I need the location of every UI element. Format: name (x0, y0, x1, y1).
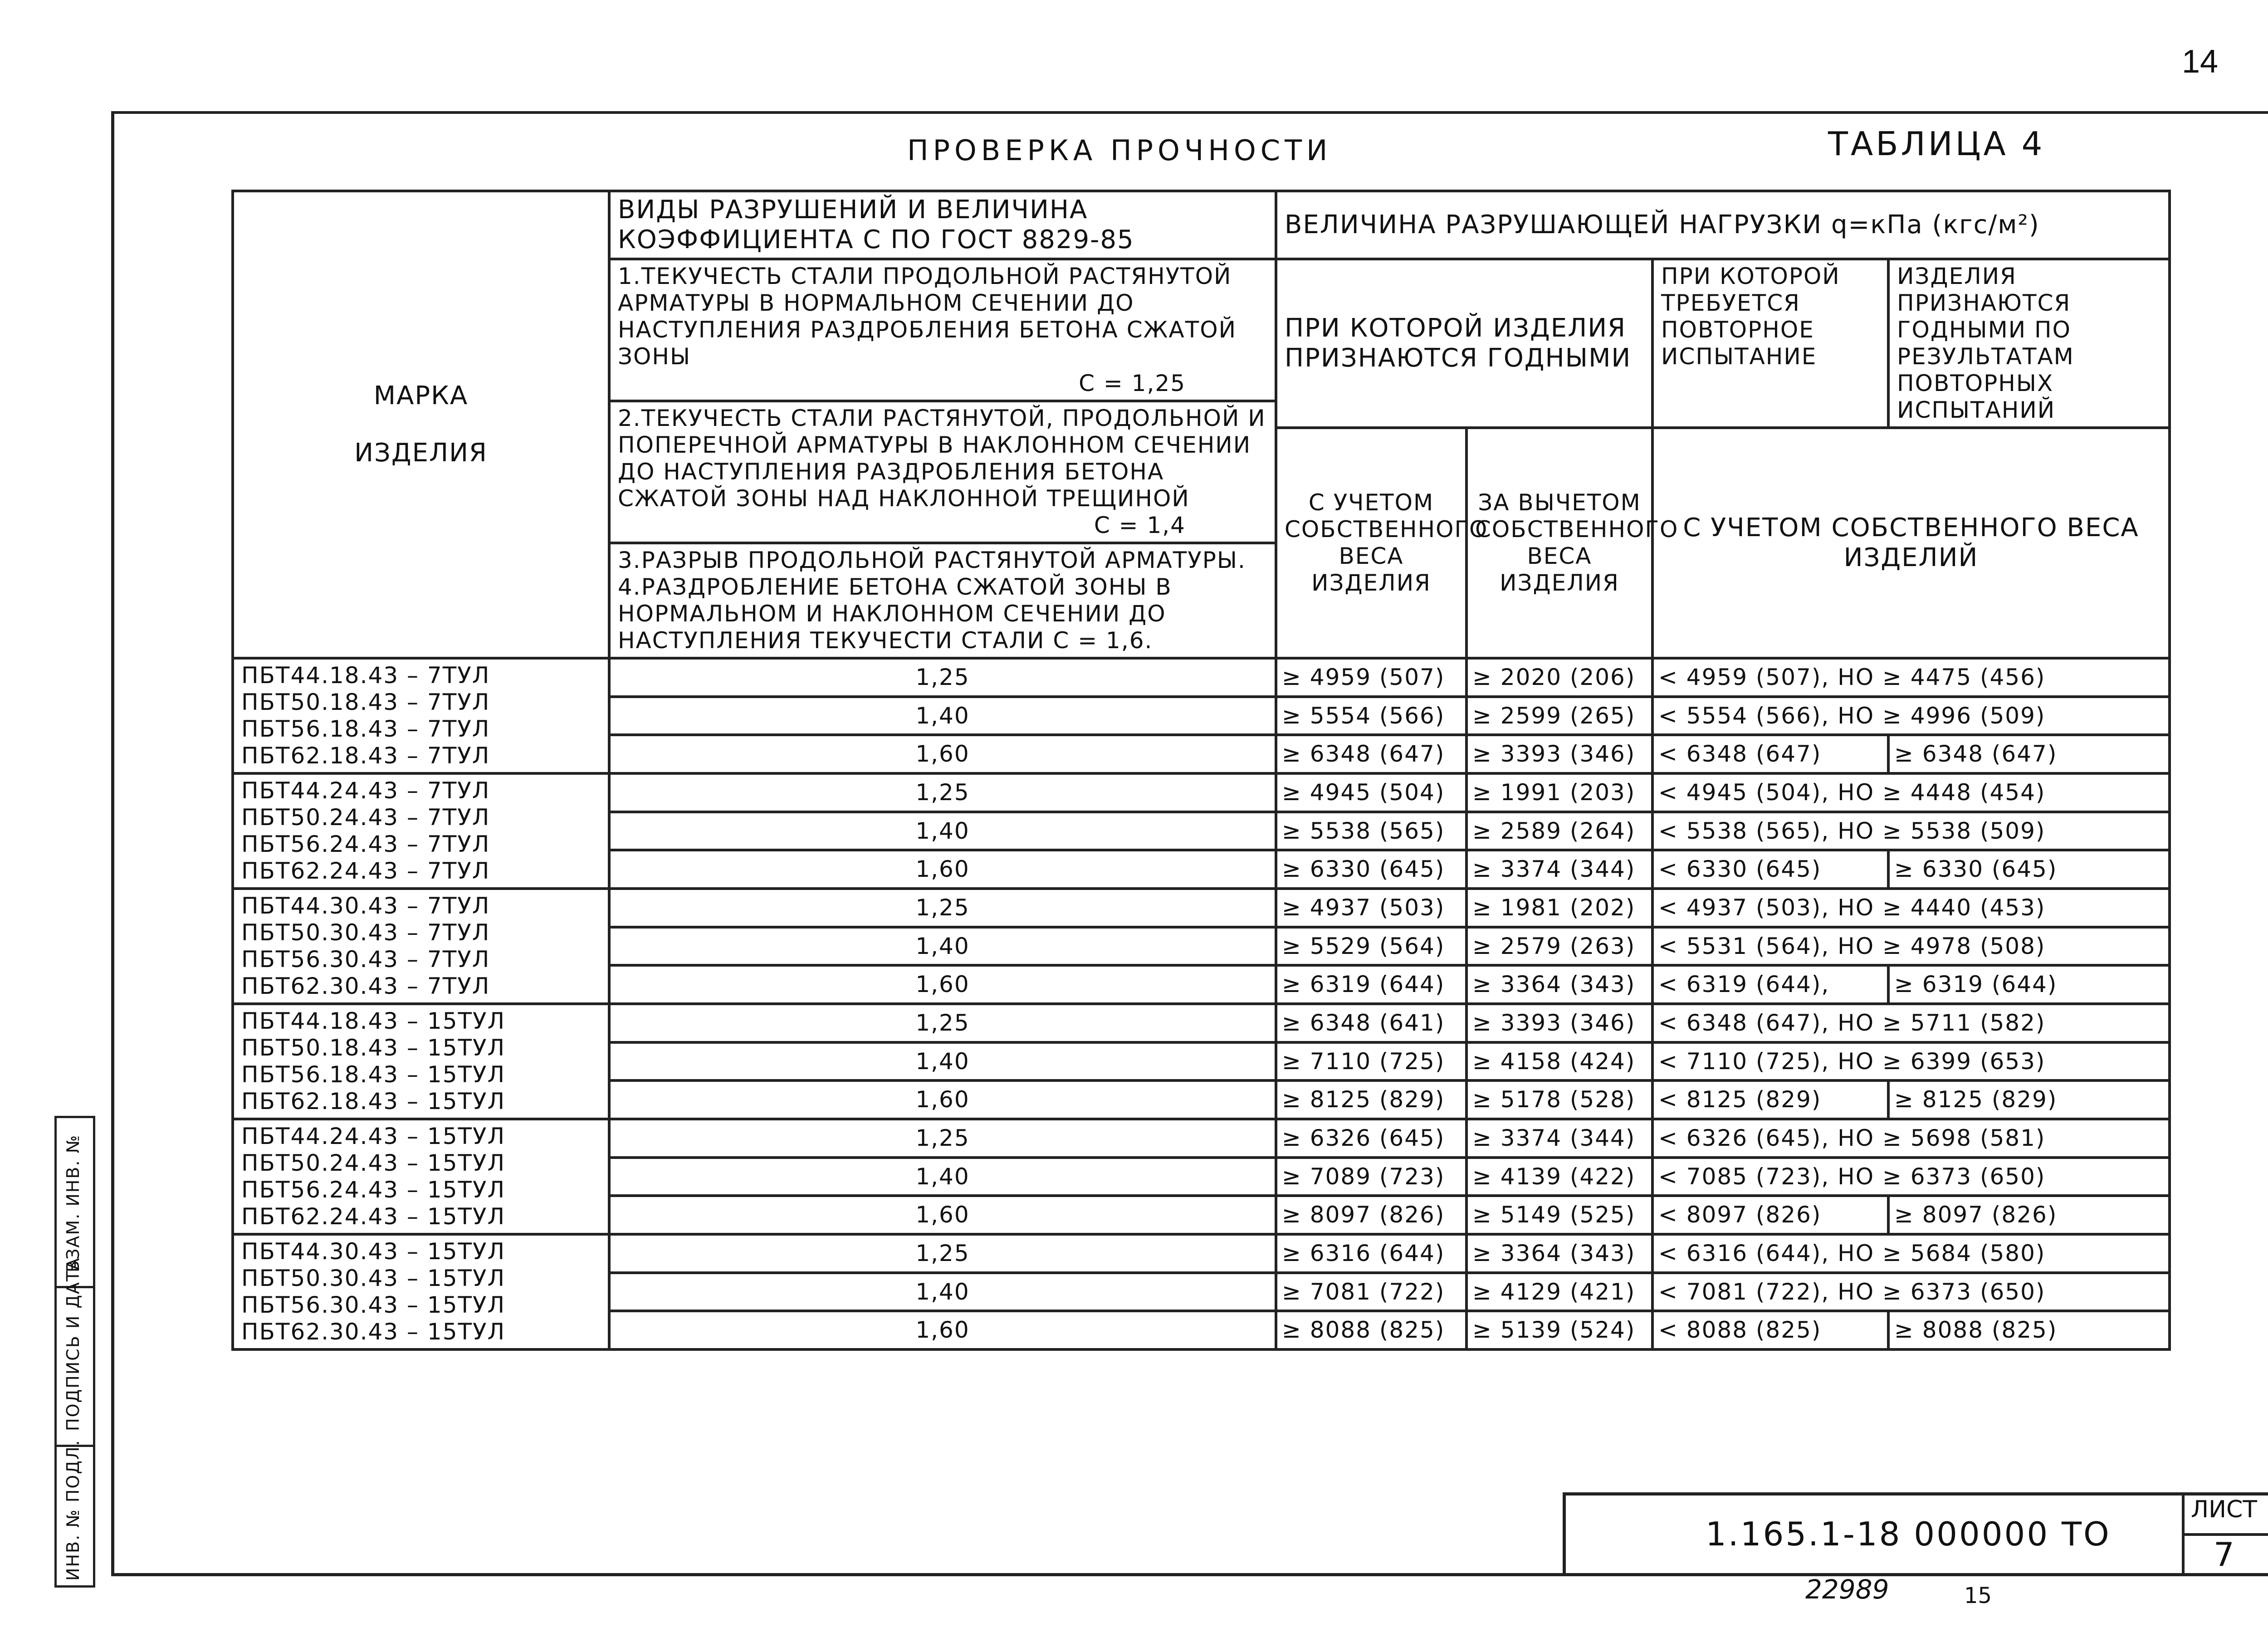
marka-cell (233, 1119, 609, 1234)
load-without-weight: ≥ 2579 (263) (1466, 927, 1652, 966)
marka-item: ПБТ56.30.43 – 15ТУЛ (241, 1292, 506, 1319)
retest-load: < 8097 (826) (1652, 1196, 1888, 1234)
coefficient-c: 1,60 (609, 850, 1276, 889)
footer-page-number: 15 (1964, 1583, 1992, 1608)
document-code: 1.165.1-18 000000 ТО (1706, 1515, 2111, 1553)
load-with-weight: ≥ 8097 (826) (1276, 1196, 1466, 1234)
marka-cell (233, 1234, 609, 1349)
load-with-weight: ≥ 6348 (647) (1276, 735, 1466, 773)
coefficient-c: 1,60 (609, 735, 1276, 773)
marka-cell (233, 889, 609, 1004)
load-without-weight: ≥ 5149 (525) (1466, 1196, 1652, 1234)
coefficient-c: 1,40 (609, 1273, 1276, 1311)
s-uchetom-label: С УЧЕТОМ СОБСТВЕННОГО ВЕСА ИЗДЕЛИЯ (1285, 489, 1488, 596)
marka-item: ПБТ44.30.43 – 15ТУЛ (241, 1238, 506, 1265)
marka-item: ПБТ62.18.43 – 7ТУЛ (241, 743, 490, 769)
s-uchetom-izdeliy-label: С УЧЕТОМ СОБСТВЕННОГО ВЕСА ИЗДЕЛИЙ (1683, 513, 2139, 573)
marka-item: ПБТ56.24.43 – 15ТУЛ (241, 1177, 506, 1203)
table-row (233, 1004, 2170, 1042)
header-povtor (1652, 259, 1888, 428)
coefficient-c: 1,40 (609, 812, 1276, 850)
marka-item: ПБТ44.30.43 – 7ТУЛ (241, 893, 490, 919)
header-godnye (1276, 259, 1652, 428)
marka-item: ПБТ50.18.43 – 15ТУЛ (241, 1035, 506, 1061)
load-with-weight: ≥ 4937 (503) (1276, 889, 1466, 927)
load-with-weight: ≥ 6316 (644) (1276, 1234, 1466, 1273)
marka-item: ПБТ56.18.43 – 15ТУЛ (241, 1061, 506, 1088)
coefficient-c: 1,25 (609, 1234, 1276, 1273)
load-with-weight: ≥ 5529 (564) (1276, 927, 1466, 966)
table-row (233, 1234, 2170, 1273)
document-title: ПРОВЕРКА ПРОЧНОСТИ (907, 134, 1332, 167)
retest-load: < 7110 (725), НО ≥ 6399 (653) (1652, 1042, 2170, 1081)
load-with-weight: ≥ 5554 (566) (1276, 697, 1466, 735)
priznayutsya-label: ИЗДЕЛИЯ ПРИЗНАЮТСЯ ГОДНЫМИ ПО РЕЗУЛЬТАТАМ ПОВТОРНЫХ ИСПЫТАНИЙ (1897, 263, 2074, 424)
archive-number: 22989 (1805, 1574, 1889, 1605)
retest-load: < 4945 (504), НО ≥ 4448 (454) (1652, 773, 2170, 812)
accepted-after-retest: ≥ 6319 (644) (1888, 965, 2170, 1004)
marka-item: ПБТ44.24.43 – 7ТУЛ (241, 777, 490, 804)
coefficient-c: 1,60 (609, 1196, 1276, 1234)
load-without-weight: ≥ 2589 (264) (1466, 812, 1652, 850)
retest-load: < 8088 (825) (1652, 1311, 1888, 1349)
criteria-1 (609, 259, 1276, 401)
za-vychetom-label: ЗА ВЫЧЕТОМ СОБСТВЕННОГО ВЕСА ИЗДЕЛИЯ (1475, 489, 1679, 596)
load-with-weight: ≥ 6319 (644) (1276, 965, 1466, 1004)
coefficient-c: 1,40 (609, 1042, 1276, 1081)
coefficient-c: 1,25 (609, 889, 1276, 927)
header-row-1 (233, 191, 2170, 259)
coefficient-c: 1,60 (609, 1080, 1276, 1119)
coefficient-c: 1,25 (609, 773, 1276, 812)
criteria-1-text: 1.ТЕКУЧЕСТЬ СТАЛИ ПРОДОЛЬНОЙ РАСТЯНУТОЙ АРМАТУРЫ В НОРМАЛЬНОМ СЕЧЕНИИ ДО НАСТУПЛЕНИЯ РАЗДРОБЛЕНИЯ БЕТОНА СЖАТОЙ ЗОНЫ (618, 263, 1237, 370)
table-row (233, 1119, 2170, 1158)
load-without-weight: ≥ 4129 (421) (1466, 1273, 1652, 1311)
accepted-after-retest: ≥ 8125 (829) (1888, 1080, 2170, 1119)
retest-load: < 6348 (647), НО ≥ 5711 (582) (1652, 1004, 2170, 1042)
load-without-weight: ≥ 4158 (424) (1466, 1042, 1652, 1081)
criteria-34 (609, 543, 1276, 658)
sheet-label: ЛИСТ (2191, 1496, 2258, 1523)
table-row (233, 889, 2170, 927)
marka-item: ПБТ50.30.43 – 7ТУЛ (241, 919, 490, 946)
marka-cell (233, 658, 609, 773)
coefficient-c: 1,25 (609, 1119, 1276, 1158)
load-with-weight: ≥ 7089 (723) (1276, 1158, 1466, 1196)
marka-item: ПБТ44.18.43 – 7ТУЛ (241, 662, 490, 689)
load-without-weight: ≥ 5139 (524) (1466, 1311, 1652, 1349)
accepted-after-retest: ≥ 6330 (645) (1888, 850, 2170, 889)
load-with-weight: ≥ 5538 (565) (1276, 812, 1466, 850)
coefficient-c: 1,60 (609, 1311, 1276, 1349)
load-with-weight: ≥ 8125 (829) (1276, 1080, 1466, 1119)
coefficient-c: 1,60 (609, 965, 1276, 1004)
retest-load: < 6330 (645) (1652, 850, 1888, 889)
criteria-2-c: С = 1,4 (1094, 512, 1186, 539)
coefficient-c: 1,25 (609, 658, 1276, 697)
load-without-weight: ≥ 2599 (265) (1466, 697, 1652, 735)
marka-item: ПБТ50.24.43 – 15ТУЛ (241, 1150, 506, 1177)
load-with-weight: ≥ 4945 (504) (1276, 773, 1466, 812)
accepted-after-retest: ≥ 8088 (825) (1888, 1311, 2170, 1349)
retest-load: < 5531 (564), НО ≥ 4978 (508) (1652, 927, 2170, 966)
load-without-weight: ≥ 3393 (346) (1466, 735, 1652, 773)
load-with-weight: ≥ 6348 (641) (1276, 1004, 1466, 1042)
retest-load: < 7081 (722), НО ≥ 6373 (650) (1652, 1273, 2170, 1311)
load-without-weight: ≥ 3393 (346) (1466, 1004, 1652, 1042)
table-label: ТАБЛИЦА 4 (1828, 125, 2045, 163)
table-row (233, 658, 2170, 697)
header-s-uchetom-izdeliy (1652, 428, 2170, 658)
velichina-label: ВЕЛИЧИНА РАЗРУШАЮЩЕЙ НАГРУЗКИ q=кПа (кгс/м²) (1285, 210, 2040, 240)
inv-podl-label: ИНВ. № ПОДЛ. (63, 1439, 83, 1581)
retest-load: < 4937 (503), НО ≥ 4440 (453) (1652, 889, 2170, 927)
accepted-after-retest: ≥ 6348 (647) (1888, 735, 2170, 773)
marka-item: ПБТ62.18.43 – 15ТУЛ (241, 1088, 506, 1115)
header-velichina (1276, 191, 2170, 259)
vidy-label: ВИДЫ РАЗРУШЕНИЙ И ВЕЛИЧИНА КОЭФФИЦИЕНТА С ПО ГОСТ 8829-85 (618, 195, 1134, 255)
vzam-label: ВЗАМ. ИНВ. № (63, 1134, 83, 1272)
marka-item: ПБТ56.30.43 – 7ТУЛ (241, 946, 490, 973)
criteria-2 (609, 401, 1276, 543)
load-without-weight: ≥ 2020 (206) (1466, 658, 1652, 697)
header-marka (233, 191, 609, 658)
marka-cell (233, 1004, 609, 1119)
retest-load: < 6316 (644), НО ≥ 5684 (580) (1652, 1234, 2170, 1273)
retest-load: < 5538 (565), НО ≥ 5538 (509) (1652, 812, 2170, 850)
header-vidy (609, 191, 1276, 259)
marka-item: ПБТ56.18.43 – 7ТУЛ (241, 716, 490, 743)
table-body (233, 191, 2170, 1349)
load-without-weight: ≥ 3374 (344) (1466, 1119, 1652, 1158)
load-with-weight: ≥ 7110 (725) (1276, 1042, 1466, 1081)
coefficient-c: 1,40 (609, 1158, 1276, 1196)
marka-label-2: ИЗДЕЛИЯ (354, 438, 488, 468)
coefficient-c: 1,40 (609, 927, 1276, 966)
load-with-weight: ≥ 6330 (645) (1276, 850, 1466, 889)
load-with-weight: ≥ 7081 (722) (1276, 1273, 1466, 1311)
marka-cell (233, 773, 609, 889)
marka-item: ПБТ62.24.43 – 15ТУЛ (241, 1203, 506, 1230)
coefficient-c: 1,40 (609, 697, 1276, 735)
load-without-weight: ≥ 1981 (202) (1466, 889, 1652, 927)
load-without-weight: ≥ 3364 (343) (1466, 1234, 1652, 1273)
load-without-weight: ≥ 5178 (528) (1466, 1080, 1652, 1119)
marka-item: ПБТ44.18.43 – 15ТУЛ (241, 1008, 506, 1035)
marka-item: ПБТ50.24.43 – 7ТУЛ (241, 804, 490, 831)
criteria-34-text: 3.РАЗРЫВ ПРОДОЛЬНОЙ РАСТЯНУТОЙ АРМАТУРЫ. 4.РАЗДРОБЛЕНИЕ БЕТОНА СЖАТОЙ ЗОНЫ В НОРМАЛЬНОМ И НАКЛОННОМ СЕЧЕНИИ ДО НАСТУПЛЕНИЯ ТЕКУЧЕСТИ СТАЛИ С = 1,6. (618, 547, 1246, 654)
podpis-label: ПОДПИСЬ И ДАТА (63, 1257, 83, 1431)
marka-item: ПБТ62.24.43 – 7ТУЛ (241, 858, 490, 885)
marka-item: ПБТ50.30.43 – 15ТУЛ (241, 1265, 506, 1292)
strength-table (231, 190, 2171, 1351)
criteria-1-c: С = 1,25 (1079, 370, 1186, 397)
retest-load: < 5554 (566), НО ≥ 4996 (509) (1652, 697, 2170, 735)
marka-item: ПБТ62.30.43 – 15ТУЛ (241, 1319, 506, 1345)
load-with-weight: ≥ 8088 (825) (1276, 1311, 1466, 1349)
page-number: 14 (2182, 44, 2219, 80)
marka-item: ПБТ62.30.43 – 7ТУЛ (241, 973, 490, 1000)
load-without-weight: ≥ 3364 (343) (1466, 965, 1652, 1004)
marka-item: ПБТ56.24.43 – 7ТУЛ (241, 831, 490, 858)
criteria-2-text: 2.ТЕКУЧЕСТЬ СТАЛИ РАСТЯНУТОЙ, ПРОДОЛЬНОЙ И ПОПЕРЕЧНОЙ АРМАТУРЫ В НАКЛОННОМ СЕЧЕНИИ ДО НАСТУПЛЕНИЯ РАЗДРОБЛЕНИЯ БЕТОНА СЖАТОЙ ЗОНЫ НАД НАКЛОННОЙ ТРЕЩИНОЙ (618, 405, 1266, 512)
povtor-label: ПРИ КОТОРОЙ ТРЕБУЕТСЯ ПОВТОРНОЕ ИСПЫТАНИЕ (1661, 263, 1840, 370)
retest-load: < 6326 (645), НО ≥ 5698 (581) (1652, 1119, 2170, 1158)
retest-load: < 6348 (647) (1652, 735, 1888, 773)
header-za-vychetom (1466, 428, 1679, 658)
retest-load: < 6319 (644), (1652, 965, 1888, 1004)
header-s-uchetom (1276, 428, 1488, 658)
load-without-weight: ≥ 1991 (203) (1466, 773, 1652, 812)
coefficient-c: 1,25 (609, 1004, 1276, 1042)
load-with-weight: ≥ 6326 (645) (1276, 1119, 1466, 1158)
retest-load: < 8125 (829) (1652, 1080, 1888, 1119)
load-without-weight: ≥ 4139 (422) (1466, 1158, 1652, 1196)
side-stamp (54, 1116, 95, 1588)
sheet-number: 7 (2214, 1535, 2234, 1574)
table-row (233, 773, 2170, 812)
marka-label-1: МАРКА (373, 381, 469, 411)
retest-load: < 7085 (723), НО ≥ 6373 (650) (1652, 1158, 2170, 1196)
accepted-after-retest: ≥ 8097 (826) (1888, 1196, 2170, 1234)
marka-item: ПБТ44.24.43 – 15ТУЛ (241, 1123, 506, 1150)
marka-item: ПБТ50.18.43 – 7ТУЛ (241, 689, 490, 716)
godnye-label: ПРИ КОТОРОЙ ИЗДЕЛИЯ ПРИЗНАЮТСЯ ГОДНЫМИ (1285, 313, 1632, 373)
header-priznayutsya (1888, 259, 2170, 428)
load-without-weight: ≥ 3374 (344) (1466, 850, 1652, 889)
retest-load: < 4959 (507), НО ≥ 4475 (456) (1652, 658, 2170, 697)
load-with-weight: ≥ 4959 (507) (1276, 658, 1466, 697)
